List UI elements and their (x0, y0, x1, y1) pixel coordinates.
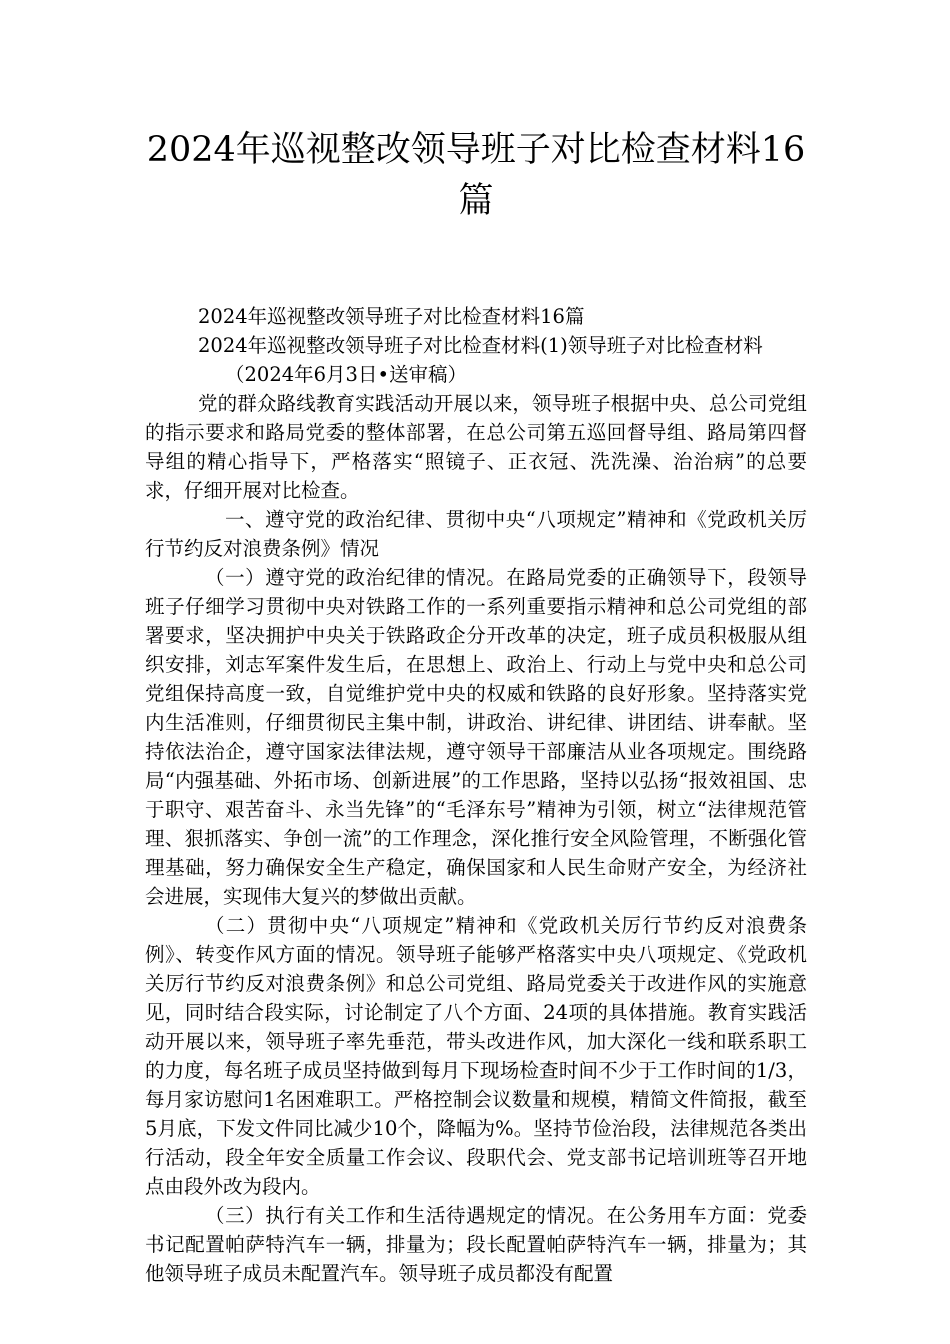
document-title: 2024年巡视整改领导班子对比检查材料16篇 (146, 130, 806, 221)
paragraph-item-3: （三）执行有关工作和生活待遇规定的情况。在公务用车方面：党委书记配置帕萨特汽车一辆，排量为；段长配置帕萨特汽车一辆，排量为；其他领导班子成员未配置汽车。领导班子成员都没有配置 (145, 1204, 807, 1285)
paragraph-heading-1: 一、遵守党的政治纪律、贯彻中央“八项规定”精神和《党政机关厉行节约反对浪费条例》情况 (145, 508, 807, 560)
paragraph-subtitle: 2024年巡视整改领导班子对比检查材料16篇 (198, 305, 585, 328)
paragraph-item-1: （一）遵守党的政治纪律的情况。在路局党委的正确领导下，段领导班子仔细学习贯彻中央对铁路工作的一系列重要指示精神和总公司党组的部署要求，坚决拥护中央关于铁路政企分开改革的决定，班子成员积极服从组织安排，刘志军案件发生后，在思想上、政治上、行动上与党中央和总公司党组保持高度一致，自觉维护党中央的权威和铁路的良好形象。坚持落实党内生活准则，仔细贯彻民主集中制，讲政治、讲纪律、讲团结、讲奉献。坚持依法治企，遵守国家法律法规，遵守领导干部廉洁从业各项规定。围绕路局“内强基础、外拓市场、创新进展”的工作思路，坚持以弘扬“报效祖国、忠于职守、艰苦奋斗、永当先锋”的“毛泽东号”精神为引领，树立“法律规范管理、狠抓落实、争创一流”的工作理念，深化推行安全风险管理，不断强化管理基础，努力确保安全生产稳定，确保国家和人民生命财产安全，为经济社会进展，实现伟大复兴的梦做出贡献。 (145, 566, 807, 908)
paragraph-section-heading: 2024年巡视整改领导班子对比检查材料(1)领导班子对比检查材料 (198, 334, 763, 357)
paragraph-item-2: （二）贯彻中央“八项规定”精神和《党政机关厉行节约反对浪费条例》、转变作风方面的情况。领导班子能够严格落实中央八项规定、《党政机关厉行节约反对浪费条例》和总公司党组、路局党委关于改进作风的实施意见，同时结合段实际，讨论制定了八个方面、24项的具体措施。教育实践活动开展以来，领导班子率先垂范，带头改进作风，加大深化一线和联系职工的力度，每名班子成员坚持做到每月下现场检查时间不少于工作时间的1/3，每月家访慰问1名困难职工。严格控制会议数量和规模，精简文件简报，截至5月底，下发文件同比减少10个，降幅为%。坚持节俭治段，法律规范各类出行活动，段全年安全质量工作会议、段职代会、党支部书记培训班等召开地点由段外改为段内。 (145, 914, 807, 1198)
paragraph-date-note: （2024年6月3日•送审稿） (225, 363, 467, 386)
document-page (145, 125, 807, 1288)
document-body (145, 302, 807, 1288)
paragraph-intro: 党的群众路线教育实践活动开展以来，领导班子根据中央、总公司党组的指示要求和路局党委的整体部署，在总公司第五巡回督导组、路局第四督导组的精心指导下，严格落实“照镜子、正衣冠、洗洗澡、治治病”的总要求，仔细开展对比检查。 (145, 392, 807, 502)
